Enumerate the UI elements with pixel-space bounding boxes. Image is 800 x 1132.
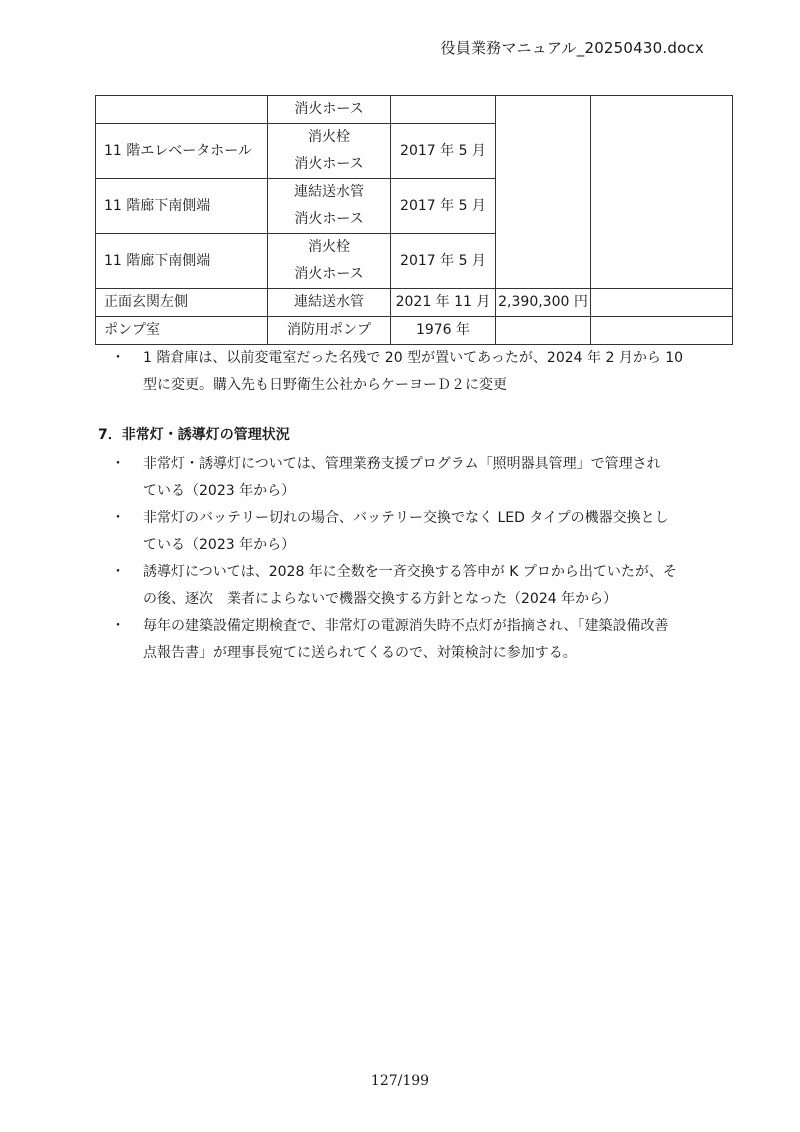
list-item-text <box>143 613 708 667</box>
text-line: 誘導灯については、2028 年に全数を一斉交換する答申が K プロから出ていたが、そ <box>143 564 677 580</box>
storage-note <box>111 345 711 399</box>
list-item <box>98 505 708 559</box>
location-cell: 11 階エレベータホール <box>96 124 268 179</box>
text-line: 点報告書」が理事長宛てに送られてくるので、対策検討に参加する。 <box>143 645 577 661</box>
table-row <box>96 289 733 317</box>
equipment-cell <box>268 96 391 124</box>
bullet-mark: ・ <box>111 350 125 366</box>
equipment-cell <box>268 179 391 234</box>
equipment-label: 消火栓 <box>308 239 350 255</box>
text-line: 非常灯のバッテリー切れの場合、バッテリー交換でなく LED タイプの機器交換とし <box>143 510 669 526</box>
equipment-label: 消火ホース <box>294 156 364 172</box>
equipment-label: 消火栓 <box>308 129 350 145</box>
location-cell: 11 階廊下南側端 <box>96 179 268 234</box>
page-number: 127/199 <box>370 1073 430 1089</box>
list-item <box>98 451 708 505</box>
note-text <box>143 345 711 399</box>
note-cell <box>591 317 733 345</box>
text-line: ている（2023 年から） <box>143 483 296 499</box>
equipment-label: 消火ホース <box>294 211 364 227</box>
list-item-text <box>143 505 708 559</box>
cost-cell <box>496 317 591 345</box>
text-line: 毎年の建築設備定期検査で、非常灯の電源消失時不点灯が指摘され、「建築設備改善 <box>143 618 669 634</box>
section-title: 7．非常灯・誘導灯の管理状況 <box>98 427 290 443</box>
install-date-cell: 2017 年 5 月 <box>391 234 496 289</box>
text-line: 1 階倉庫は、以前変電室だった名残で 20 型が置いてあったが、2024 年 2 月から 10 <box>143 350 684 366</box>
table-row <box>96 96 733 124</box>
bullet-mark: ・ <box>111 564 125 580</box>
equipment-table <box>95 95 733 345</box>
equipment-label: 消火ホース <box>294 266 364 282</box>
cost-cell <box>496 96 591 289</box>
text-line: ている（2023 年から） <box>143 537 296 553</box>
equipment-cell <box>268 317 391 345</box>
list-item <box>98 559 708 613</box>
install-date-cell: 2017 年 5 月 <box>391 179 496 234</box>
list-item <box>111 345 711 399</box>
equipment-label: 消火ホース <box>294 101 364 117</box>
install-date-cell <box>391 96 496 124</box>
text-line: の後、逐次 業者によらないで機器交換する方針となった（2024 年から） <box>143 591 618 607</box>
equipment-label: 連結送水管 <box>294 294 364 310</box>
bullet-list <box>98 451 708 667</box>
note-cell <box>591 96 733 289</box>
list-item-text <box>143 451 708 505</box>
cost-cell: 2,390,300 円 <box>496 289 591 317</box>
bullet-mark: ・ <box>111 456 125 472</box>
location-cell: 正面玄関左側 <box>96 289 268 317</box>
note-cell <box>591 289 733 317</box>
install-date-cell: 2021 年 11 月 <box>391 289 496 317</box>
table-row <box>96 317 733 345</box>
text-line: 非常灯・誘導灯については、管理業務支援プログラム「照明器具管理」で管理され <box>143 456 661 472</box>
location-cell: 11 階廊下南側端 <box>96 234 268 289</box>
bullet-mark: ・ <box>111 510 125 526</box>
equipment-cell <box>268 289 391 317</box>
location-cell: ポンプ室 <box>96 317 268 345</box>
location-cell <box>96 96 268 124</box>
bullet-mark: ・ <box>111 618 125 634</box>
equipment-cell <box>268 234 391 289</box>
list-item <box>98 613 708 667</box>
section-emergency-lighting <box>98 422 708 667</box>
list-item-text <box>143 559 708 613</box>
install-date-cell: 2017 年 5 月 <box>391 124 496 179</box>
equipment-label: 連結送水管 <box>294 184 364 200</box>
text-line: 型に変更。購入先も日野衛生公社からケーヨーＤ２に変更 <box>143 377 507 393</box>
equipment-cell <box>268 124 391 179</box>
document-filename-header: 役員業務マニュアル_20250430.docx <box>440 39 704 57</box>
equipment-label: 消防用ポンプ <box>287 322 371 338</box>
install-date-cell: 1976 年 <box>391 317 496 345</box>
